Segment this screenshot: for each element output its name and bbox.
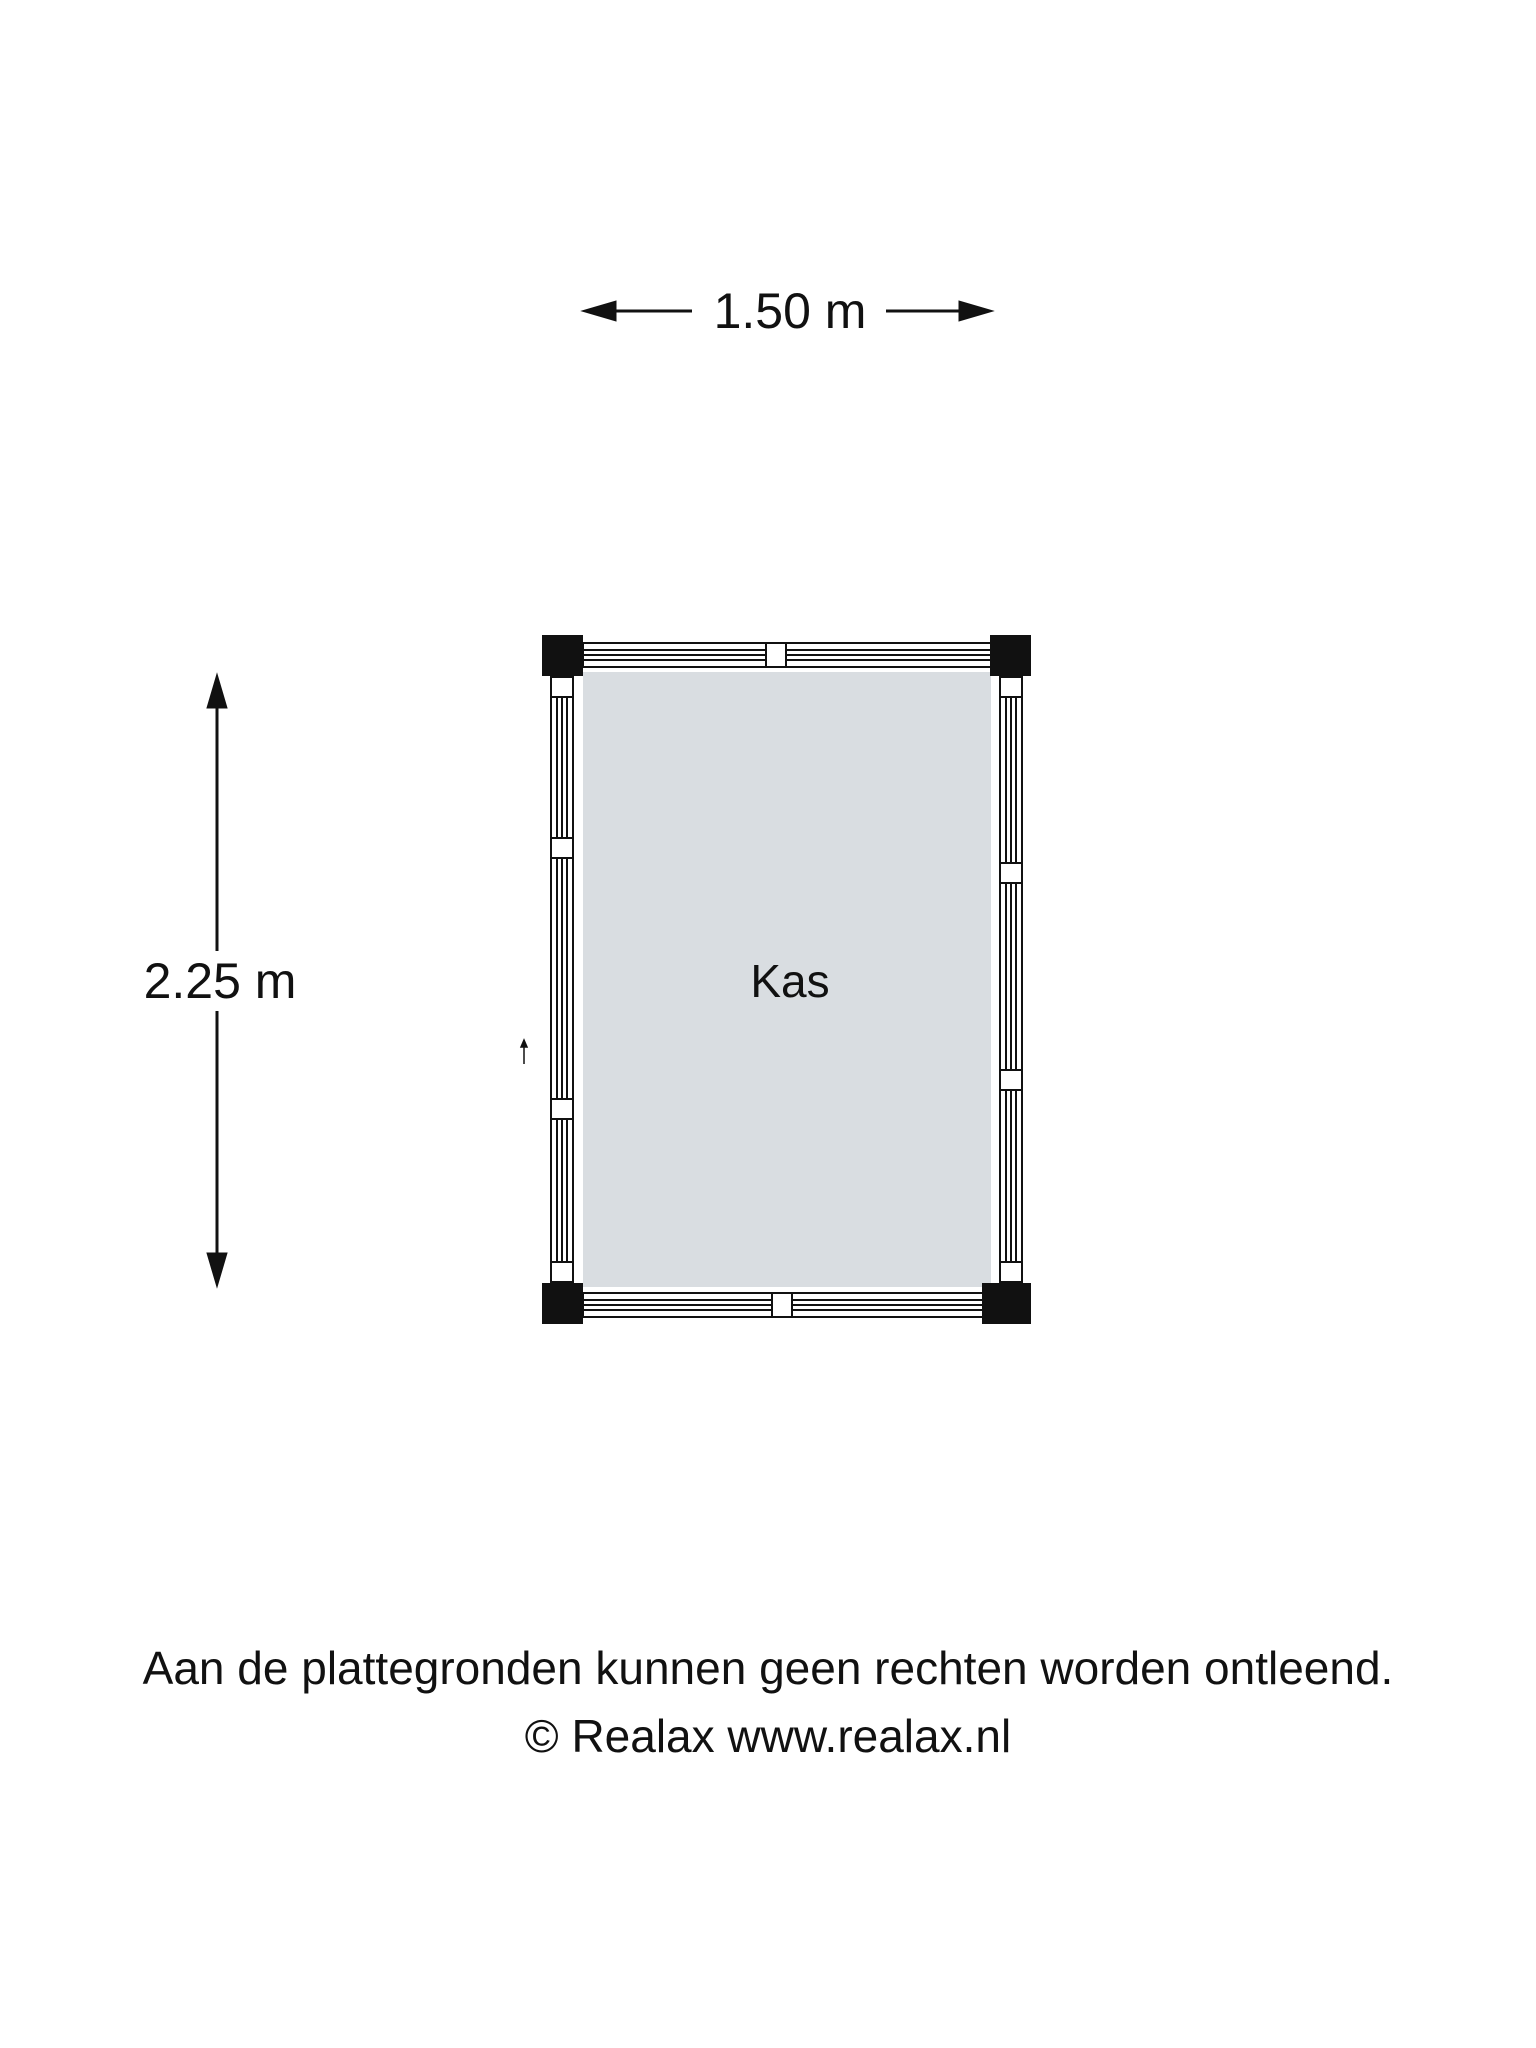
height-dimension-label: 2.25 m xyxy=(120,951,320,1011)
arrow-up-icon xyxy=(207,674,227,708)
corner-post-top-right xyxy=(990,635,1031,676)
arrow-down-icon xyxy=(207,1253,227,1287)
bottom-window-wall xyxy=(583,1293,991,1317)
arrow-left-icon xyxy=(582,301,616,321)
right-window-wall xyxy=(1000,677,1022,1282)
top-window-wall xyxy=(583,643,991,667)
corner-post-bottom-right xyxy=(982,1283,1031,1324)
disclaimer-text: Aan de plattegronden kunnen geen rechten worden ontleend. xyxy=(142,1642,1394,1694)
corner-post-bottom-left xyxy=(542,1283,583,1324)
arrow-right-icon xyxy=(959,301,993,321)
left-window-wall xyxy=(551,677,573,1282)
copyright-text: © Realax www.realax.nl xyxy=(524,1710,1012,1762)
corner-post-top-left xyxy=(542,635,583,676)
door-direction-marker-icon xyxy=(521,1040,527,1064)
room-label: Kas xyxy=(750,955,830,1007)
width-dimension-label: 1.50 m xyxy=(713,283,867,339)
